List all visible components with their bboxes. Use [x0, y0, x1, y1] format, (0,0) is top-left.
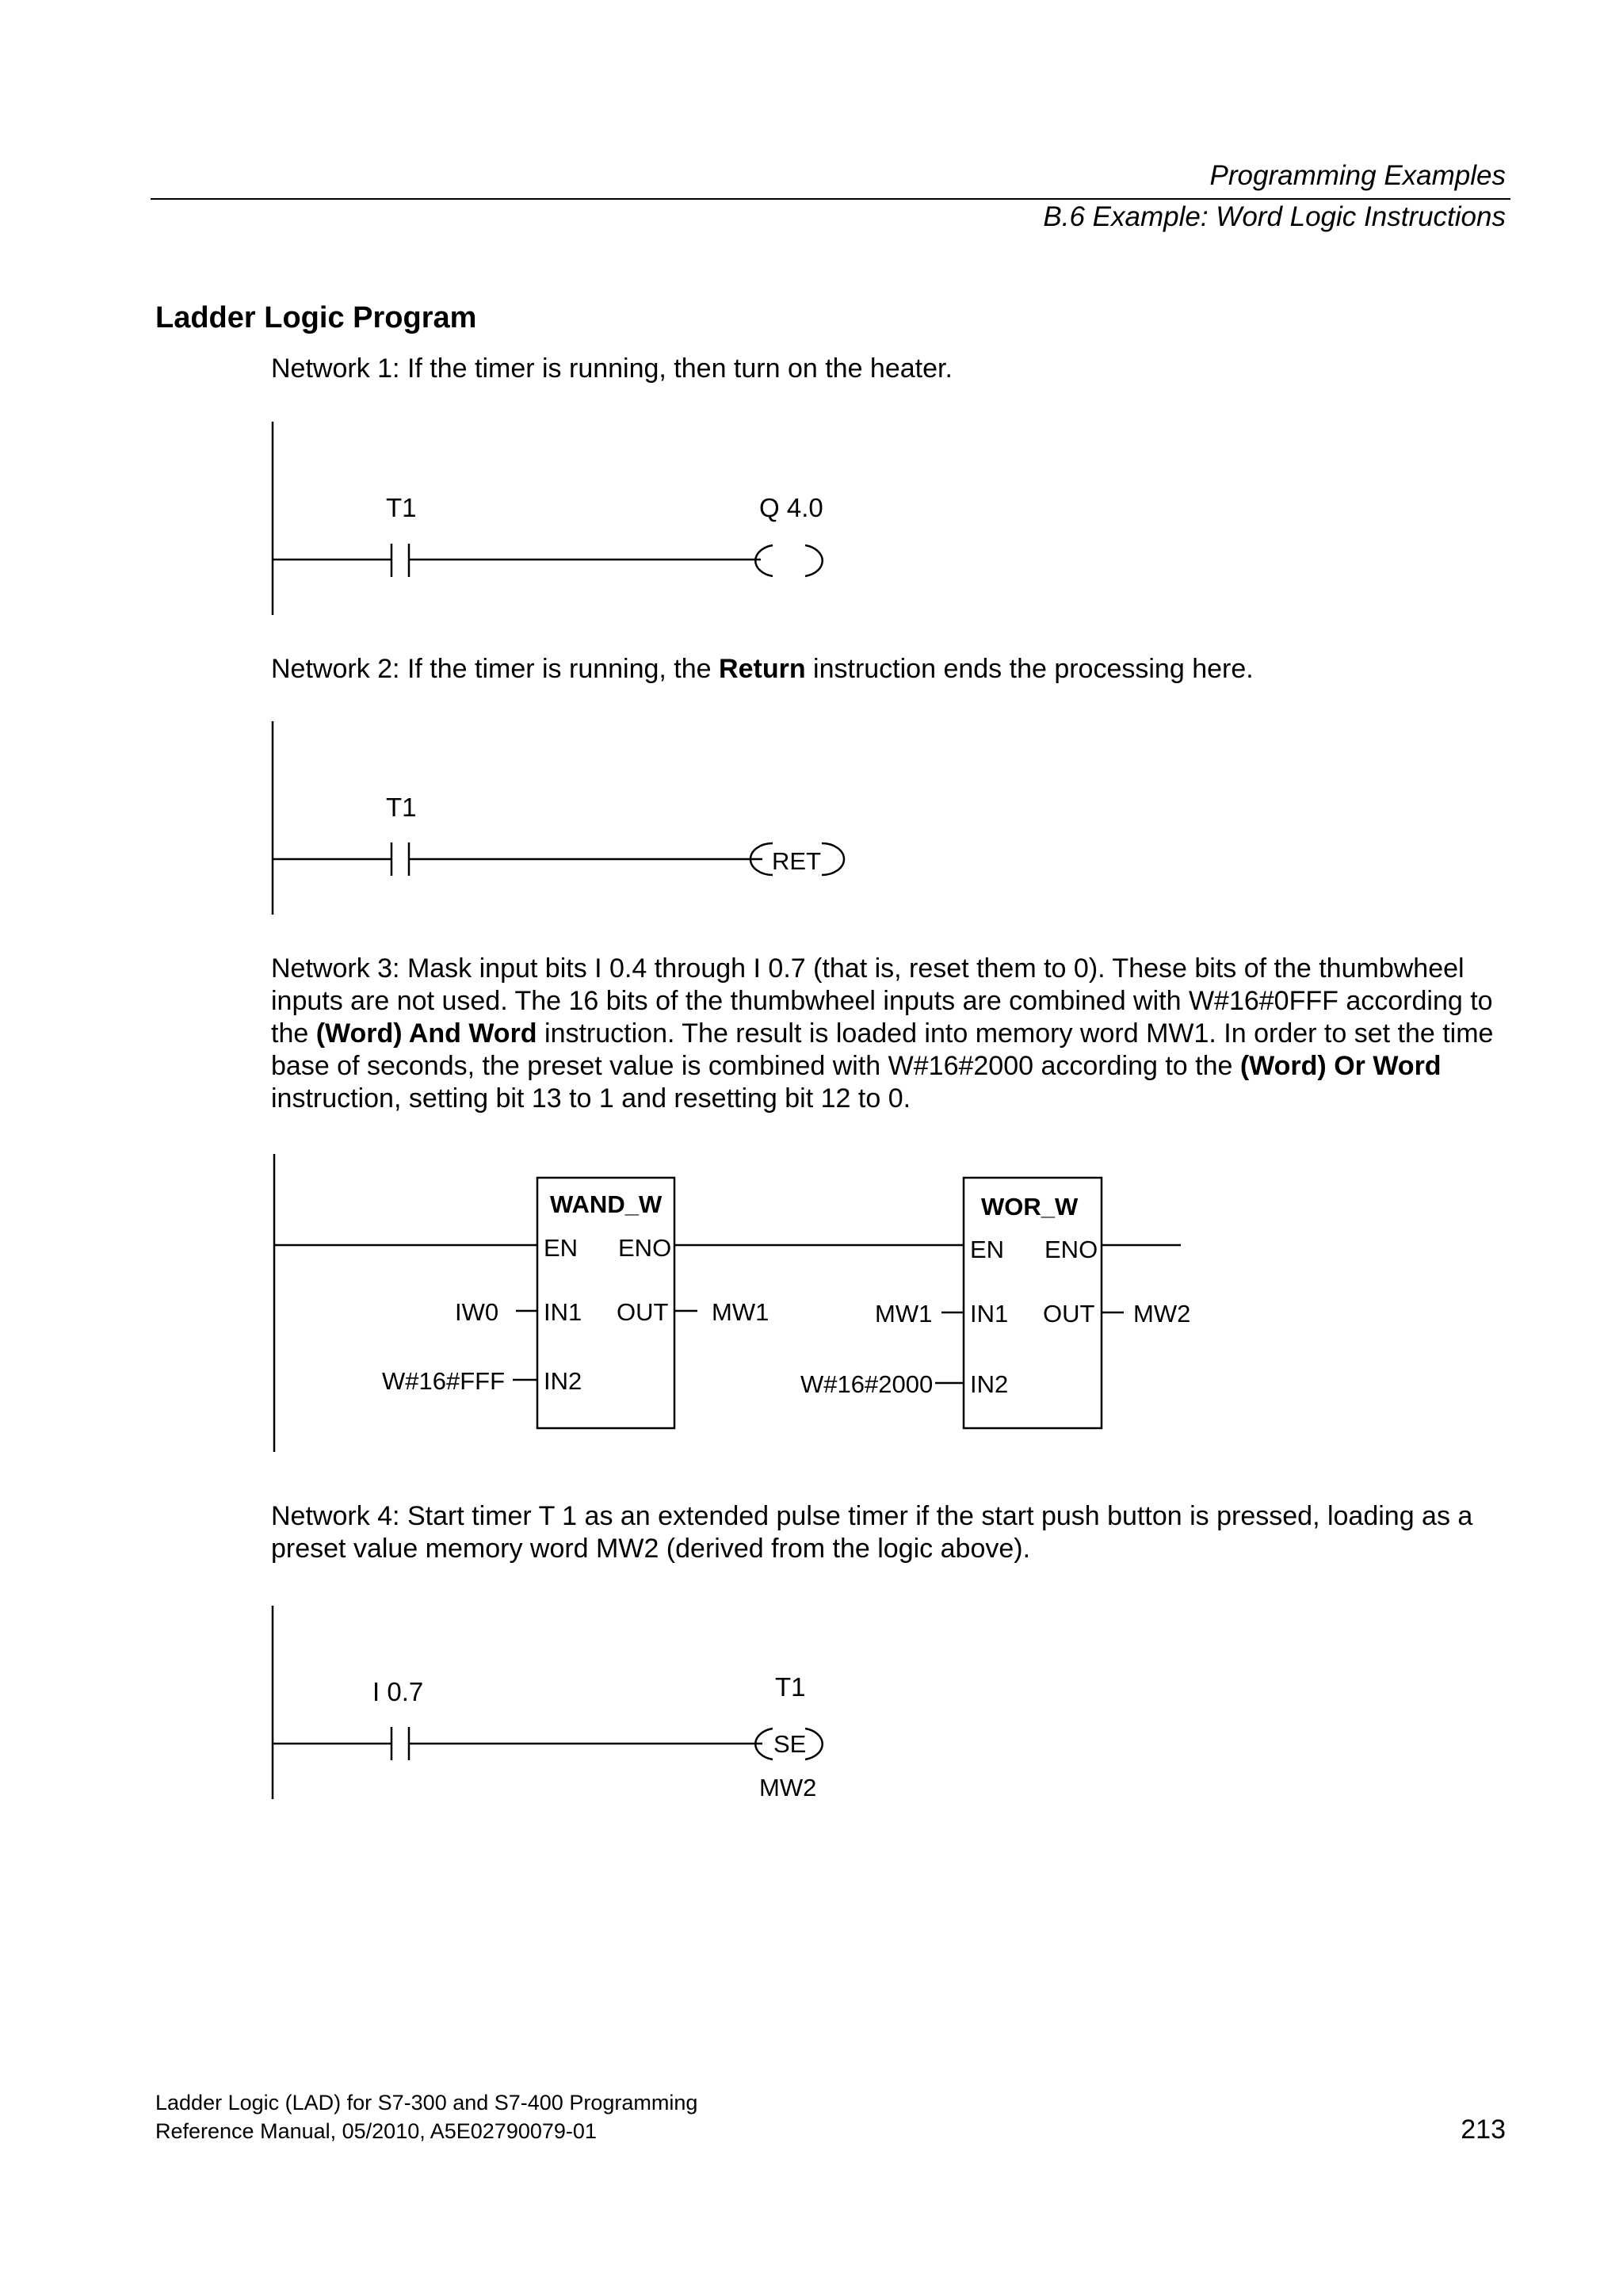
wand-w-en: EN [544, 1234, 579, 1262]
footer-line2: Reference Manual, 05/2010, A5E02790079-01 [155, 2119, 597, 2143]
wor-w-title: WOR_W [981, 1193, 1079, 1221]
wand-w-title: WAND_W [550, 1190, 663, 1218]
wor-w-in1-operand: MW1 [875, 1300, 933, 1328]
network1-description: Network 1: If the timer is running, then turn on the heater. [271, 353, 953, 384]
network3-desc-bold1: (Word) And Word [315, 1018, 537, 1049]
network3-desc-bold2: (Word) Or Word [1239, 1051, 1442, 1081]
network3-desc-part1: Network 3: Mask input bits I 0.4 through I 0.7 (that is, reset them to 0). These bits of the thumbwheel inputs are not used. The 16 bits of the thumbwheel inputs are combined with W#16#0FFF according to the [271, 953, 1493, 1049]
network4-contact-label: I 0.7 [372, 1677, 424, 1706]
network1-coil-label: Q 4.0 [759, 493, 823, 522]
network4-coil-label: T1 [775, 1672, 806, 1702]
wand-w-eno: ENO [618, 1234, 672, 1262]
wand-w-in2: IN2 [544, 1367, 582, 1395]
network4-diagram [273, 1606, 823, 1799]
wand-w-out-operand: MW1 [712, 1298, 769, 1326]
wor-w-in2: IN2 [970, 1370, 1009, 1398]
wor-w-out: OUT [1043, 1300, 1095, 1328]
network2-desc-suffix: instruction ends the processing here. [805, 654, 1254, 684]
network2-desc-prefix: Network 2: If the timer is running, the [271, 654, 720, 684]
network4-preset-label: MW2 [759, 1774, 817, 1801]
network1-coil [755, 545, 773, 576]
network2-coil-text: RET [772, 847, 821, 875]
network2-contact-label: T1 [386, 793, 417, 822]
wor-w-in1: IN1 [970, 1300, 1009, 1328]
wand-w-in1: IN1 [544, 1298, 582, 1326]
network4-coil-text: SE [773, 1730, 807, 1758]
wor-w-in2-operand: W#16#2000 [800, 1370, 934, 1398]
wor-w-en: EN [970, 1236, 1005, 1263]
wand-w-in2-operand: W#16#FFF [382, 1367, 506, 1395]
network4-description: Network 4: Start timer T 1 as an extended pulse timer if the start push button is pressed, loading as a preset value memory word MW2 (derived from the logic above). [271, 1501, 1473, 1564]
section-title: Ladder Logic Program [155, 301, 477, 334]
network3-description [271, 953, 1515, 1115]
header-chapter: Programming Examples [1209, 160, 1506, 191]
page-number: 213 [1461, 2115, 1506, 2145]
wor-w-out-operand: MW2 [1133, 1300, 1191, 1328]
network2-description [271, 653, 1515, 686]
wand-w-in1-operand: IW0 [455, 1298, 499, 1326]
network2-diagram [273, 721, 844, 915]
network1-contact-label: T1 [386, 493, 417, 522]
header-section: B.6 Example: Word Logic Instructions [1043, 201, 1506, 232]
network2-desc-bold: Return [719, 654, 806, 684]
wor-w-eno: ENO [1044, 1236, 1098, 1263]
network1-diagram [273, 422, 823, 615]
network3-desc-part3: instruction, setting bit 13 to 1 and resetting bit 12 to 0. [271, 1083, 911, 1114]
network3-desc-part2: instruction. The result is loaded into memory word MW1. In order to set the time base of seconds, the preset value is combined with W#16#2000 according to the [271, 1018, 1494, 1081]
wand-w-out: OUT [617, 1298, 669, 1326]
footer-line1: Ladder Logic (LAD) for S7-300 and S7-400 Programming [155, 2091, 698, 2115]
